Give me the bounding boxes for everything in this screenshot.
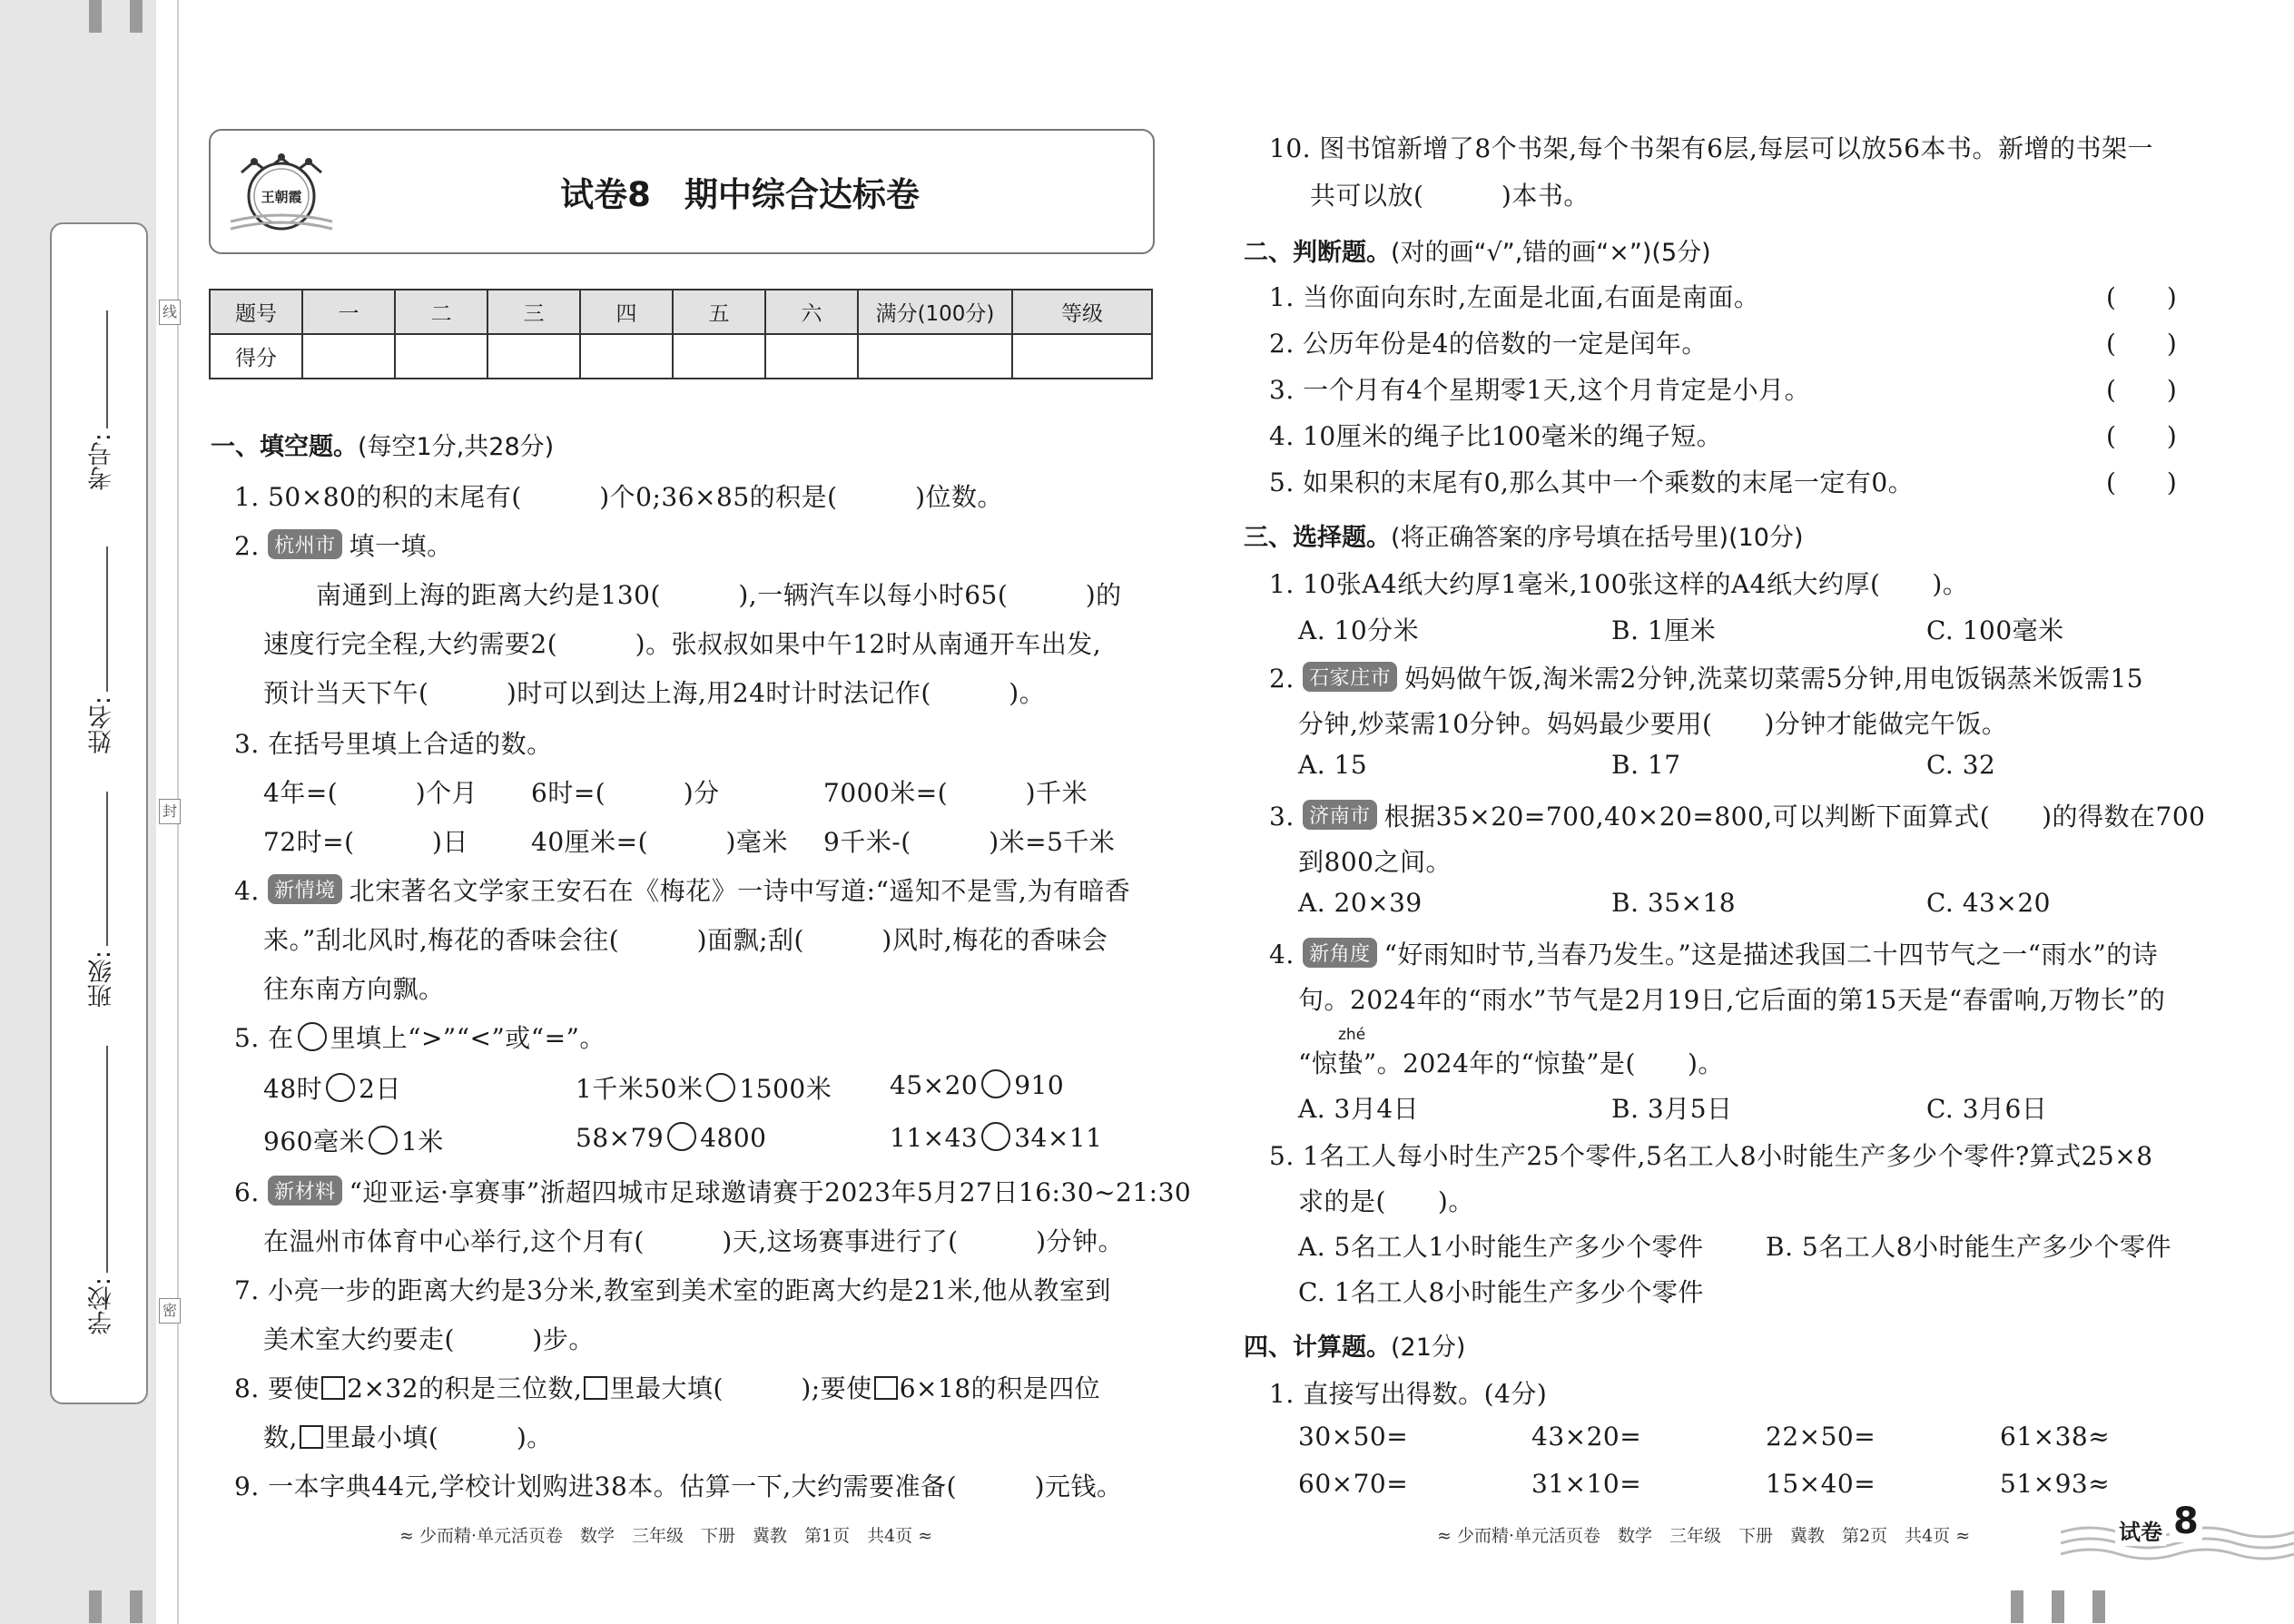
new-context-tag: 新情境	[268, 874, 342, 904]
section-choice-heading: 三、选择题。(将正确答案的序号填在括号里)(10分)	[1244, 524, 1804, 552]
calc-item: 60×70=	[1298, 1469, 1409, 1499]
judge-answer-blank[interactable]: ( )	[2106, 329, 2177, 359]
question-1: 1. 50×80的积的末尾有( )个0;36×85的积是( )位数。	[234, 482, 1003, 512]
class-line	[106, 792, 108, 946]
choice-option[interactable]: B. 17	[1611, 750, 1681, 780]
new-material-tag: 新材料	[268, 1176, 342, 1206]
judge-item-4: 4. 10厘米的绳子比100毫米的绳子短。	[1269, 421, 1723, 451]
digit-box-icon	[300, 1425, 323, 1449]
region-tag: 石家庄市	[1303, 662, 1397, 692]
choice-2: 2. 石家庄市 妈妈做午饭,淘米需2分钟,洗菜切菜需5分钟,用电饭锅蒸米饭需15	[1269, 664, 2144, 694]
compare-item: 11×43 34×11	[890, 1123, 1103, 1153]
question-6-line-2: 在温州市体育中心举行,这个月有( )天,这场赛事进行了( )分钟。	[263, 1226, 1124, 1256]
choice-option[interactable]: B. 1厘米	[1611, 615, 1717, 645]
question-7-line-2: 美术室大约要走( )步。	[263, 1324, 595, 1354]
digit-box-icon	[321, 1376, 345, 1400]
choice-option[interactable]: B. 5名工人8小时能生产多少个零件	[1766, 1232, 2172, 1262]
score-table-row	[210, 334, 1152, 379]
test-badge-number: 8	[2170, 1501, 2202, 1542]
calc-subheading: 1. 直接写出得数。(4分)	[1269, 1379, 1548, 1409]
section-calc-heading: 四、计算题。(21分)	[1244, 1334, 1466, 1362]
compare-circle-icon	[298, 1022, 327, 1051]
question-5: 5. 在 里填上“>”“<”或“=”。	[234, 1023, 605, 1053]
registration-mark	[89, 1590, 102, 1623]
region-tag: 杭州市	[268, 529, 342, 559]
choice-option[interactable]: A. 10分米	[1298, 615, 1420, 645]
digit-box-icon	[584, 1376, 607, 1400]
compare-item: 58×79 4800	[576, 1123, 767, 1153]
judge-item-3: 3. 一个月有4个星期零1天,这个月肯定是小月。	[1269, 375, 1811, 405]
judge-item-1: 1. 当你面向东时,左面是北面,右面是南面。	[1269, 282, 1760, 312]
score-table-header-cell: 六	[765, 290, 858, 334]
judge-item-2: 2. 公历年份是4的倍数的一定是闰年。	[1269, 329, 1708, 359]
score-cell[interactable]	[858, 334, 1012, 379]
registration-mark	[130, 1590, 143, 1623]
question-3-item: 6时=( )分	[531, 778, 720, 808]
choice-4-line-2: 句。2024年的“雨水”节气是2月19日,它后面的第15天是“春雷响,万物长”的	[1298, 985, 2166, 1015]
seal-mark-seal: 封	[159, 799, 181, 824]
test-badge-label: 试卷	[2115, 1514, 2166, 1546]
section-fill-blank-heading: 一、填空题。(每空1分,共28分)	[211, 433, 555, 461]
choice-1: 1. 10张A4纸大约厚1毫米,100张这样的A4纸大约厚( )。	[1269, 569, 1969, 599]
choice-option[interactable]: A. 5名工人1小时能生产多少个零件	[1298, 1232, 1704, 1262]
question-2-line-3: 预计当天下午( )时可以到达上海,用24时计时法记作( )。	[263, 678, 1046, 708]
question-6: 6. 新材料 “迎亚运·享赛事”浙超四城市足球邀请赛于2023年5月27日16:30~21:30	[234, 1177, 1192, 1207]
question-10-line-2: 共可以放( )本书。	[1310, 181, 1590, 211]
score-cell[interactable]	[487, 334, 580, 379]
student-info-box	[50, 222, 148, 1404]
compare-item: 48时 2日	[263, 1074, 401, 1104]
score-cell[interactable]	[673, 334, 765, 379]
score-table-header-cell: 四	[580, 290, 673, 334]
registration-mark	[130, 0, 143, 33]
score-cell[interactable]	[765, 334, 858, 379]
score-table-header-row	[210, 290, 1152, 334]
seal-mark-close: 密	[159, 1298, 181, 1324]
question-4-line-2: 来。”刮北风时,梅花的香味会往( )面飘;刮( )风时,梅花的香味会	[263, 925, 1108, 955]
calc-item: 43×20=	[1531, 1422, 1642, 1452]
choice-4: 4. 新角度 “好雨知时节,当春乃发生。”这是描述我国二十四节气之一“雨水”的诗	[1269, 940, 2159, 969]
page-footer-right: ≈ 少而精·单元活页卷 数学 三年级 下册 冀教 第2页 共4页 ≈	[1437, 1526, 1971, 1546]
question-3-item: 9千米-( )米=5千米	[823, 827, 1116, 857]
score-row-label: 得分	[210, 334, 302, 379]
registration-mark	[2092, 1590, 2105, 1623]
question-8: 8. 要使 2×32的积是三位数, 里最大填( );要使 6×18的积是四位	[234, 1373, 1101, 1403]
score-cell[interactable]	[580, 334, 673, 379]
registration-mark	[2052, 1590, 2064, 1623]
choice-3-line-2: 到800之间。	[1298, 847, 1452, 877]
compare-circle-input[interactable]	[981, 1122, 1010, 1151]
compare-circle-input[interactable]	[326, 1073, 355, 1102]
registration-mark	[89, 0, 102, 33]
choice-5: 5. 1名工人每小时生产25个零件,5名工人8小时能生产多少个零件?算式25×8	[1269, 1141, 2153, 1171]
choice-option[interactable]: B. 35×18	[1611, 888, 1737, 918]
question-3-item: 4年=( )个月	[263, 778, 478, 808]
score-table-header-cell: 二	[395, 290, 487, 334]
compare-item: 1千米50米 1500米	[576, 1074, 832, 1104]
compare-item: 45×20 910	[890, 1070, 1065, 1100]
score-table-header-cell: 三	[487, 290, 580, 334]
question-2: 2. 杭州市 填一填。	[234, 531, 453, 561]
region-tag: 济南市	[1303, 800, 1377, 830]
choice-option[interactable]: C. 3月6日	[1926, 1094, 2048, 1124]
choice-option[interactable]: A. 3月4日	[1298, 1094, 1420, 1124]
choice-option[interactable]: B. 3月5日	[1611, 1094, 1733, 1124]
school-line	[106, 1046, 108, 1273]
calc-item: 51×93≈	[2000, 1469, 2111, 1499]
question-10: 10. 图书馆新增了8个书架,每个书架有6层,每层可以放56本书。新增的书架一	[1269, 133, 2153, 163]
pinyin-annotation: zhé	[1338, 1026, 1366, 1044]
brand-logo	[225, 145, 339, 236]
score-table-header-cell: 等级	[1012, 290, 1152, 334]
page-title: 试卷8 期中综合达标卷	[560, 175, 920, 214]
question-3-item: 7000米=( )千米	[823, 778, 1088, 808]
score-cell[interactable]	[395, 334, 487, 379]
calc-item: 31×10=	[1531, 1469, 1642, 1499]
choice-option[interactable]: C. 32	[1926, 750, 1996, 780]
compare-circle-input[interactable]	[981, 1069, 1010, 1098]
exam-no-label: 考号:	[88, 433, 116, 491]
score-table-header-cell: 题号	[210, 290, 302, 334]
choice-option[interactable]: C. 1名工人8小时能生产多少个零件	[1298, 1277, 1704, 1307]
section-judge-heading: 二、判断题。(对的画“√”,错的画“×”)(5分)	[1244, 239, 1711, 267]
question-3: 3. 在括号里填上合适的数。	[234, 729, 553, 759]
choice-option[interactable]: C. 100毫米	[1926, 615, 2064, 645]
choice-option[interactable]: C. 43×20	[1926, 888, 2051, 918]
question-8-line-2: 数, 里最小填( )。	[263, 1422, 553, 1452]
choice-option[interactable]: A. 15	[1298, 750, 1368, 780]
logo-text: 王朝霞	[261, 189, 302, 205]
new-angle-tag: 新角度	[1303, 938, 1377, 968]
class-label: 班级:	[88, 950, 116, 1009]
question-3-item: 40厘米=( )毫米	[531, 827, 788, 857]
score-cell[interactable]	[302, 334, 395, 379]
question-4-line-3: 往东南方向飘。	[263, 974, 445, 1004]
score-table-header-cell: 满分(100分)	[858, 290, 1012, 334]
question-3-item: 72时=( )日	[263, 827, 468, 857]
exam-no-line	[106, 310, 108, 428]
name-line	[106, 546, 108, 692]
judge-answer-blank[interactable]: ( )	[2106, 282, 2177, 312]
registration-mark	[2011, 1590, 2023, 1623]
judge-answer-blank[interactable]: ( )	[2106, 421, 2177, 451]
judge-answer-blank[interactable]: ( )	[2106, 375, 2177, 405]
calc-item: 61×38≈	[2000, 1422, 2111, 1452]
seal-mark-line: 线	[159, 300, 181, 325]
judge-answer-blank[interactable]: ( )	[2106, 468, 2177, 497]
page-footer-left: ≈ 少而精·单元活页卷 数学 三年级 下册 冀教 第1页 共4页 ≈	[399, 1526, 933, 1546]
choice-2-line-2: 分钟,炒菜需10分钟。妈妈最少要用( )分钟才能做完午饭。	[1298, 709, 2008, 739]
digit-box-icon	[874, 1376, 898, 1400]
calc-item: 22×50=	[1766, 1422, 1876, 1452]
school-label: 学校:	[88, 1277, 116, 1335]
choice-4-line-3: “惊蛰”。2024年的“惊蛰”是( )。	[1298, 1048, 1724, 1078]
score-table-header-cell: 五	[673, 290, 765, 334]
question-7: 7. 小亮一步的距离大约是3分米,教室到美术室的距离大约是21米,他从教室到	[234, 1275, 1111, 1305]
choice-3: 3. 济南市 根据35×20=700,40×20=800,可以判断下面算式( )的得数在700	[1269, 802, 2206, 832]
calc-item: 30×50=	[1298, 1422, 1409, 1452]
compare-item: 960毫米 1米	[263, 1127, 444, 1156]
compare-circle-input[interactable]	[706, 1073, 735, 1102]
question-4: 4. 新情境 北宋著名文学家王安石在《梅花》一诗中写道:“遥知不是雪,为有暗香	[234, 876, 1131, 906]
score-table	[209, 289, 1153, 379]
question-2-line-2: 速度行完全程,大约需要2( )。张叔叔如果中午12时从南通开车出发,	[263, 629, 1102, 659]
choice-5-line-2: 求的是( )。	[1298, 1186, 1474, 1216]
question-9: 9. 一本字典44元,学校计划购进38本。估算一下,大约需要准备( )元钱。	[234, 1471, 1123, 1501]
calc-item: 15×40=	[1766, 1469, 1876, 1499]
compare-circle-input[interactable]	[667, 1122, 696, 1151]
score-table-header-cell: 一	[302, 290, 395, 334]
choice-option[interactable]: A. 20×39	[1298, 888, 1423, 918]
name-label: 姓名:	[88, 696, 116, 754]
judge-item-5: 5. 如果积的末尾有0,那么其中一个乘数的末尾一定有0。	[1269, 468, 1915, 497]
score-cell[interactable]	[1012, 334, 1152, 379]
question-2-line-1: 南通到上海的距离大约是130( ),一辆汽车以每小时65( )的	[316, 580, 1122, 610]
compare-circle-input[interactable]	[369, 1126, 398, 1155]
